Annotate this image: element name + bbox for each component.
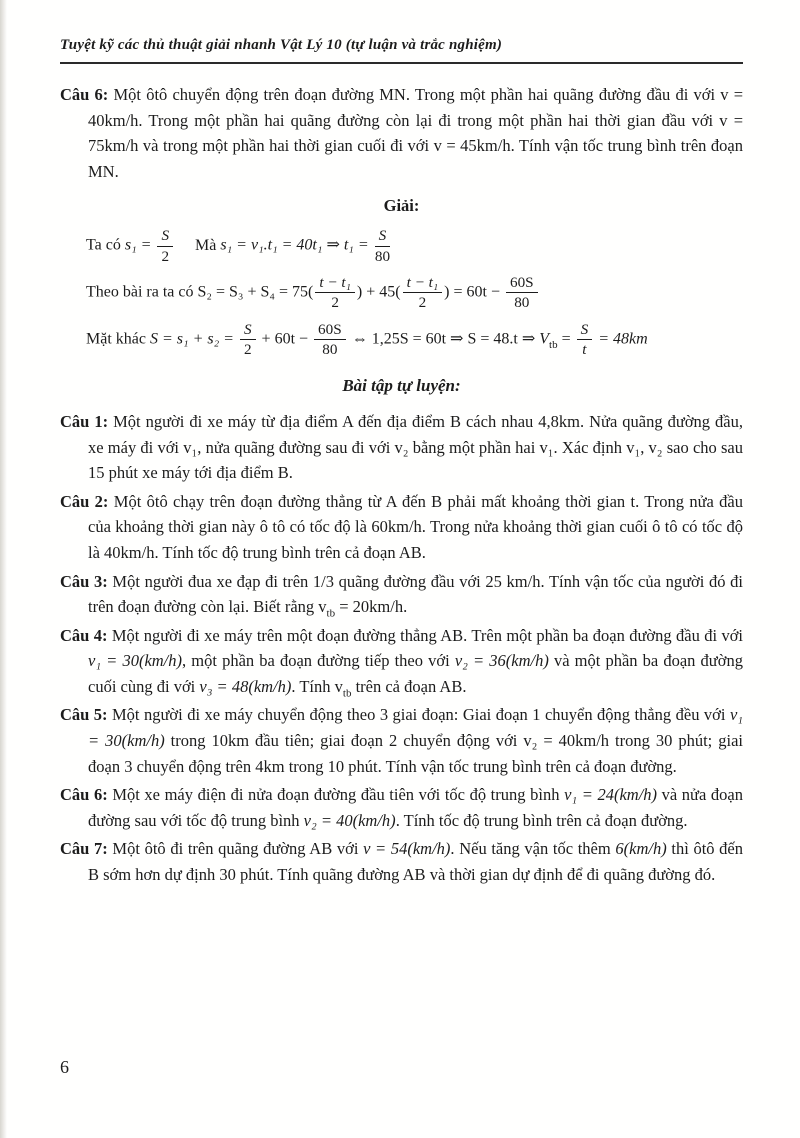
problem-text: Một người đi xe máy chuyển động theo 3 giai đoạn: Giai đoạn 1 chuyển động thẳng đều với [112, 705, 730, 725]
fraction: $\frac{\text{t − t₁}}{2}$ [403, 274, 443, 312]
formula-text: + 60t − [261, 330, 309, 348]
formula-text: Theo bài ra ta có S₂ = S₃ + S₄ = 75( [86, 283, 314, 301]
problem-text: . Tính tốc độ trung bình trên cả đoạn đường. [395, 810, 688, 830]
inline-math: v₂ = 40(km/h) [303, 810, 396, 830]
inline-math: v = 54(km/h) [363, 839, 451, 859]
formula-text: ) + 45( [356, 283, 401, 301]
formula-text: Mà [195, 236, 217, 254]
formula-text: ⇔ 1,25S = 60t ⇒ S = 48.t ⇒ [351, 330, 536, 348]
inline-math: v₃ = 48(km/h) [199, 676, 292, 696]
fraction: $\frac{60S}{80}$ [506, 274, 538, 312]
page-number: 6 [60, 1057, 69, 1078]
exercise-cau-1 [60, 409, 743, 486]
section-title: Bài tập tự luyện: [342, 375, 461, 395]
problem-text: thì ôtô đến B sớm hơn dự định 30 phút. Tính quãng đường AB và thời gian dự định để đi quãng đường đó. [88, 839, 744, 884]
fraction: $\frac{S}{2}$ [240, 321, 256, 359]
solution-heading: Giải: [383, 195, 420, 215]
exercise-cau-3 [60, 569, 743, 620]
problem-label: Câu 4: [60, 625, 108, 645]
formula-text: Ta có [86, 236, 121, 254]
problem-text: trong 10km đầu tiên; giai đoạn 2 chuyển động với v₂ = 40km/h trong 30 phút; giai đoạn 3 chuyển động trên 4km trong 10 phút. Tính vận tốc trung bình trên cả đoạn đường. [88, 730, 743, 776]
fraction: $\frac{S}{t}$ [577, 321, 593, 359]
problem-text: Một xe máy điện đi nửa đoạn đường đầu tiên với tốc độ trung bình [112, 785, 565, 805]
header-rule [60, 62, 743, 64]
inline-math: v₁ = 30(km/h) [88, 705, 743, 750]
fraction: $\frac{60S}{80}$ [314, 321, 346, 359]
exercise-cau-5 [60, 702, 743, 779]
subscript-tb: tb [326, 607, 336, 620]
problem-label: Câu 5: [60, 705, 108, 725]
problem-label: Câu 6: [60, 785, 108, 805]
exercise-cau-4 [60, 623, 743, 700]
problem-label: Câu 3: [60, 571, 108, 591]
formula-math: = 48km [598, 330, 648, 348]
subscript-tb: tb [549, 338, 558, 351]
exercise-cau-7 [60, 836, 743, 887]
problem-text: Một người đi xe máy từ địa điểm A đến địa điểm B cách nhau 4,8km. Nửa quãng đường đầu, xe máy đi với v₁, nửa quãng đường sau đi với v₂ bằng một phần hai v₁. Xác định v₁, v₂ sao cho sau 15 phút xe máy tới địa điểm B. [88, 412, 744, 483]
page-content [60, 82, 743, 887]
problem-text: Một người đua xe đạp đi trên 1/3 quãng đường đầu với 25 km/h. Tính vận tốc của người đó đi trên đoạn đường còn lại. Biết rằng v [88, 571, 743, 617]
inline-math: v₁ = 30(km/h) [88, 651, 183, 671]
solution-line-1 [86, 227, 743, 265]
problem-text: và nửa đoạn đường sau với tốc độ trung bình [88, 785, 744, 830]
problem-text: Một ôtô đi trên quãng đường AB với [112, 839, 364, 859]
exercise-cau-2 [60, 489, 743, 566]
problem-label: Câu 2: [60, 491, 109, 511]
solution-line-2 [86, 274, 743, 312]
problem-text: Một người đi xe máy trên một đoạn đường thẳng AB. Trên một phần ba đoạn đường đầu đi với [111, 625, 743, 645]
problem-text: và một phần ba đoạn đường cuối cùng đi với [88, 651, 743, 696]
problem-label: Câu 7: [60, 839, 108, 859]
scan-edge-shadow [0, 0, 7, 1138]
problem-label: Câu 6: [60, 85, 109, 105]
problem-text: . Nếu tăng vận tốc thêm [450, 839, 616, 859]
formula-text: ) = 60t − [444, 283, 500, 301]
formula-math: S = s₁ + s₂ = [149, 330, 234, 348]
problem-text: Một ôtô chuyển động trên đoạn đường MN. Trong một phần hai quãng đường đầu đi với v = 40km/h. Trong một phần hai quãng đường còn lại đi trong một phần hai thời gian đầu với v = 75km/h và trong một phần hai thời gian cuối đi với v = 45km/h. Tính vận tốc trung bình trên đoạn MN. [88, 85, 744, 181]
formula-math: s₁ = v₁.t₁ = 40t₁ ⇒ t₁ = [220, 236, 369, 254]
solution-line-3 [86, 321, 743, 359]
problem-text: , một phần ba đoạn đường tiếp theo với [182, 651, 455, 671]
solved-problem [60, 82, 743, 184]
fraction: $\frac{\text{t − t₁}}{2}$ [315, 274, 355, 312]
inline-math: v₂ = 36(km/h) [454, 651, 549, 671]
formula-math: V [539, 330, 550, 348]
formula-text: Mặt khác [86, 330, 146, 348]
subscript-tb: tb [342, 687, 352, 700]
problem-text: . Tính v [291, 676, 343, 696]
fraction: $\frac{S}{2}$ [157, 227, 173, 265]
fraction: $\frac{S}{80}$ [374, 227, 391, 265]
problem-text: Một ôtô chạy trên đoạn đường thẳng từ A đến B phải mất khoảng thời gian t. Trong nửa đầu của khoảng thời gian này ô tô có tốc độ là 60km/h. Trong nửa khoảng thời gian cuối ô tô có tốc độ là 40km/h. Tính tốc độ trung bình trên cả đoạn AB. [88, 491, 744, 563]
page-header [60, 34, 743, 64]
formula-math: s₁ = [124, 236, 152, 254]
inline-math: v₁ = 24(km/h) [564, 785, 658, 805]
exercise-cau-6 [60, 782, 743, 833]
inline-math: 6(km/h) [615, 839, 667, 859]
formula-text: = [561, 330, 571, 348]
problem-text: = 20km/h. [335, 597, 408, 617]
problem-text: trên cả đoạn AB. [351, 676, 467, 696]
problem-label: Câu 1: [60, 412, 109, 432]
running-header: Tuyệt kỹ các thủ thuật giải nhanh Vật Lý 10 (tự luận và trắc nghiệm) [60, 37, 503, 53]
